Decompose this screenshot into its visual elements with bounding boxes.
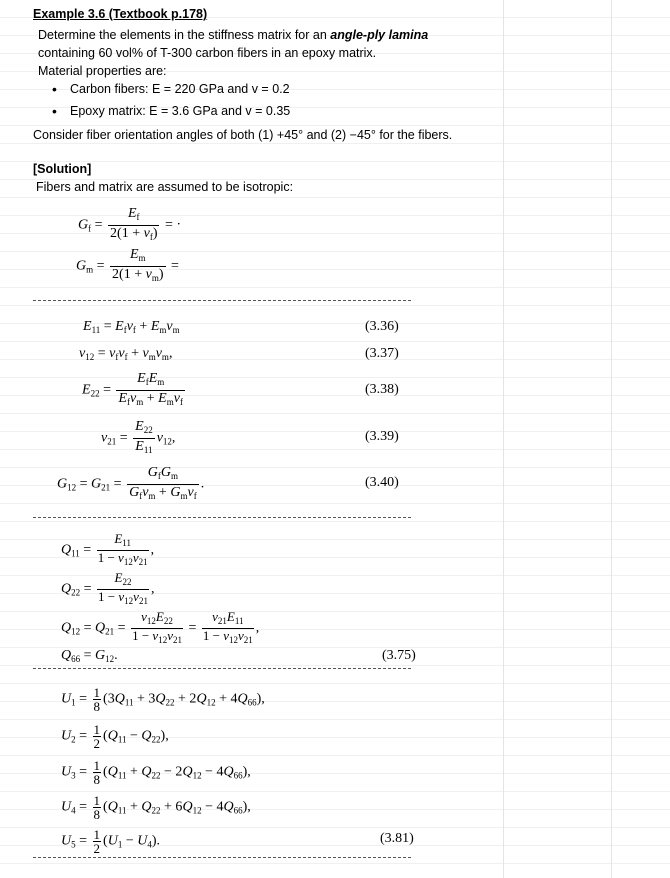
cell-gridline — [503, 0, 504, 878]
equation-q22: $Q_{22}$ = $\frac{E_{22}}{1 - \nu_{12}\nu_{21}}$ , — [61, 570, 155, 606]
equation-gm: $G_m$ = $\frac{E_m}{2(1 + \nu_m)}$ = — [76, 247, 179, 283]
equation-nu21: $\nu_{21}$ = $\frac{E_{22}}{E_{11}}$ $\nu_{12}$, — [101, 419, 176, 455]
equation-number: (3.75) — [382, 648, 416, 663]
bullet-icon: • — [52, 81, 57, 97]
solution-intro: Fibers and matrix are assumed to be isotropic: — [36, 180, 294, 194]
equation-u1: $U_1$ = $\frac{1}{8}$ $(3Q_{11} + 3Q_{22} + 2Q_{12} + 4Q_{66})$, — [61, 685, 265, 714]
equation-u3: $U_3$ = $\frac{1}{8}$ $(Q_{11} + Q_{22} - 2Q_{12} - 4Q_{66})$, — [61, 758, 251, 787]
equation-q66: $Q_{66} = G_{12}$. — [61, 648, 118, 664]
equation-nu12: $\nu_{12} = \nu_fv_f + \nu_mv_m$, — [79, 346, 173, 362]
equation-number: (3.36) — [365, 319, 399, 334]
solution-heading: [Solution] — [33, 162, 92, 176]
material-carbon: Carbon fibers: E = 220 GPa and v = 0.2 — [70, 82, 290, 96]
problem-statement-line2: containing 60 vol% of T-300 carbon fibers in an epoxy matrix. — [38, 46, 377, 60]
section-divider — [33, 857, 411, 858]
equation-g12: $G_{12} = G_{21}$ = $\frac{G_fG_m}{G_fv_m + G_mv_f}$ . — [57, 465, 205, 501]
cell-gridline — [611, 0, 612, 878]
section-divider — [33, 517, 411, 518]
orientation-statement: Consider fiber orientation angles of both (1) +45° and (2) −45° for the fibers. — [33, 128, 453, 142]
equation-number: (3.39) — [365, 429, 399, 444]
equation-e22: $E_{22}$ = $\frac{E_fE_m}{E_fv_m + E_mv_f}$ — [82, 371, 183, 407]
material-epoxy: Epoxy matrix: E = 3.6 GPa and v = 0.35 — [70, 104, 291, 118]
problem-text: Determine the elements in the stiffness matrix for an — [38, 28, 331, 42]
section-divider — [33, 300, 411, 301]
bullet-icon: • — [52, 103, 57, 119]
problem-statement-line1 — [38, 27, 428, 43]
equation-number: (3.40) — [365, 475, 399, 490]
problem-emphasis: angle-ply lamina — [330, 28, 429, 42]
equation-number: (3.37) — [365, 346, 399, 361]
equation-e11: $E_{11} = E_fv_f + E_mv_m$ — [83, 319, 180, 335]
equation-number: (3.81) — [380, 831, 414, 846]
section-divider — [33, 668, 411, 669]
equation-number: (3.38) — [365, 382, 399, 397]
equation-q12: $Q_{12} = Q_{21}$ = $\frac{\nu_{12}E_{22}}{1 - \nu_{12}\nu_{21}}$ = $\frac{\nu_{21}E_{11}}{1 - \nu_{12}\nu_{21}}$ , — [61, 609, 260, 645]
equation-u2: $U_2$ = $\frac{1}{2}$ $(Q_{11} - Q_{22})$, — [61, 722, 169, 751]
equation-q11: $Q_{11}$ = $\frac{E_{11}}{1 - \nu_{12}\nu_{21}}$ , — [61, 531, 155, 567]
equation-gf: $G_f$ = $\frac{E_f}{2(1 + \nu_f)}$ = · — [78, 206, 182, 242]
example-title: Example 3.6 (Textbook p.178) — [33, 7, 208, 21]
equation-u4: $U_4$ = $\frac{1}{8}$ $(Q_{11} + Q_{22} + 6Q_{12} - 4Q_{66})$, — [61, 793, 251, 822]
equation-u5: $U_5$ = $\frac{1}{2}$ $(U_1 - U_4)$. — [61, 827, 161, 856]
material-intro: Material properties are: — [38, 64, 167, 78]
